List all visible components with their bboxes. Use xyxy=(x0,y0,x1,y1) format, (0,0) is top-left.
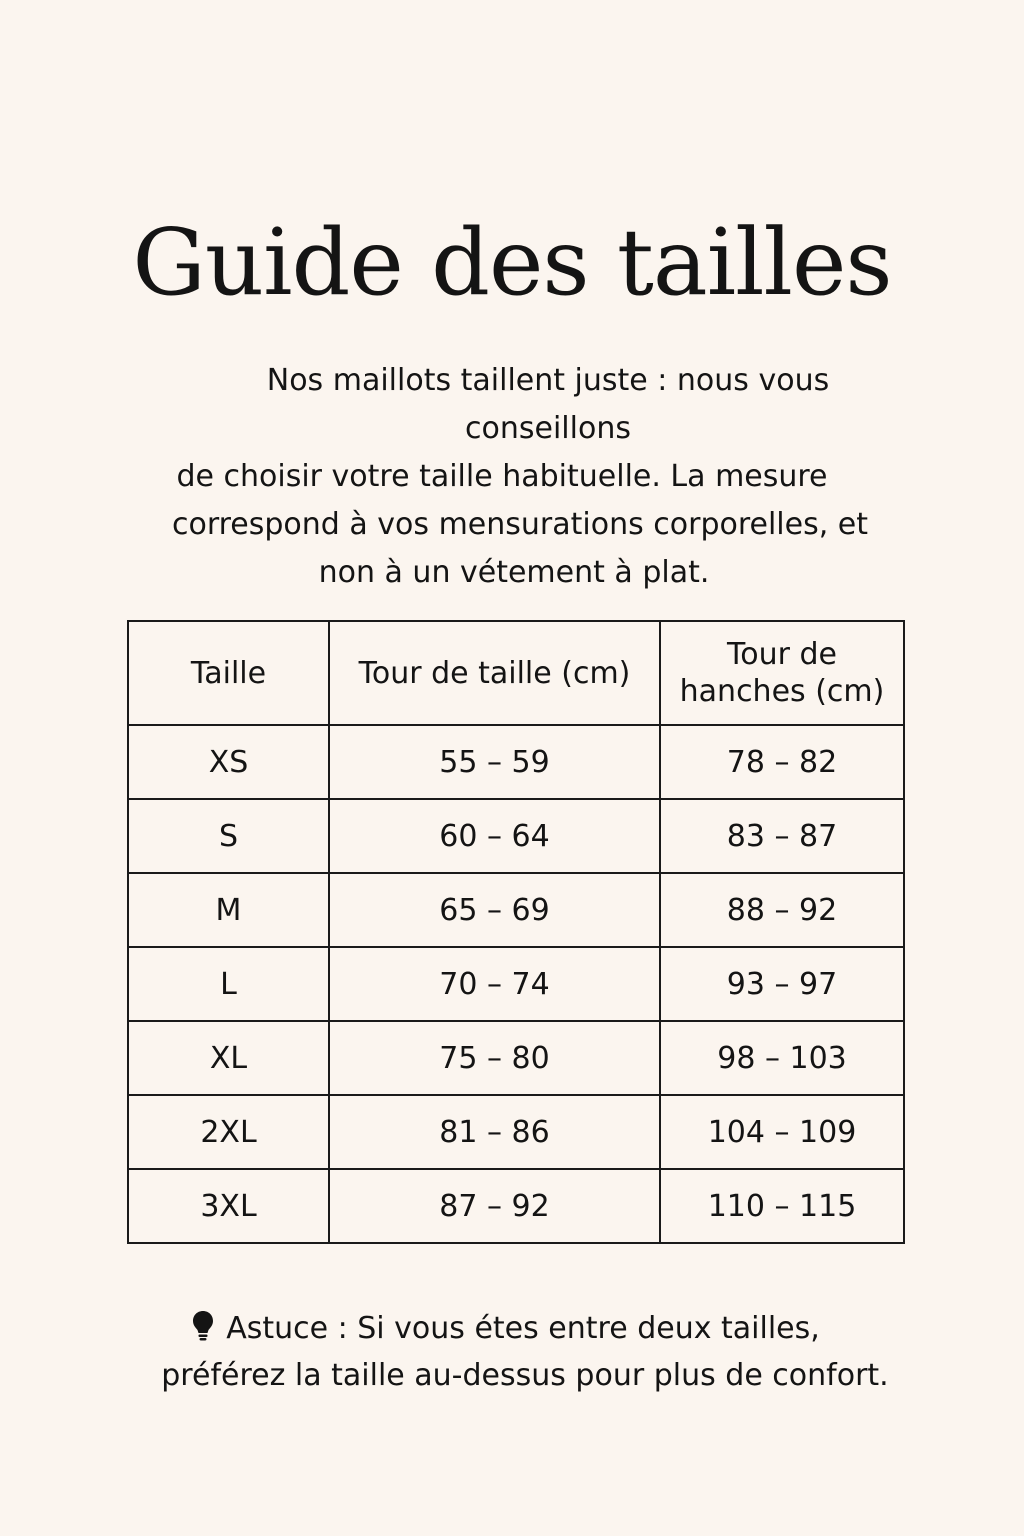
size-cell: L xyxy=(128,947,329,1021)
header-hips-line2: hanches (cm) xyxy=(679,674,885,709)
waist-cell: 81 – 86 xyxy=(329,1095,660,1169)
waist-cell: 60 – 64 xyxy=(329,799,660,873)
waist-cell: 75 – 80 xyxy=(329,1021,660,1095)
header-hips xyxy=(660,621,904,725)
table-header-row xyxy=(128,621,904,725)
waist-cell: 87 – 92 xyxy=(329,1169,660,1243)
table-row xyxy=(128,947,904,1021)
table-row xyxy=(128,799,904,873)
header-size: Taille xyxy=(128,621,329,725)
hips-cell: 83 – 87 xyxy=(660,799,904,873)
tip-line xyxy=(120,1305,930,1352)
size-cell: M xyxy=(128,873,329,947)
size-cell: 2XL xyxy=(128,1095,329,1169)
size-cell: 3XL xyxy=(128,1169,329,1243)
waist-cell: 70 – 74 xyxy=(329,947,660,1021)
intro-line: Nos maillots taillent juste : nous vous conseillons xyxy=(266,363,830,446)
tip-text xyxy=(120,1305,930,1399)
hips-cell: 78 – 82 xyxy=(660,725,904,799)
table-row xyxy=(128,1095,904,1169)
table-row xyxy=(128,873,904,947)
table-row xyxy=(128,725,904,799)
size-cell: XS xyxy=(128,725,329,799)
hips-cell: 110 – 115 xyxy=(660,1169,904,1243)
tip-line-1: Astuce : Si vous étes entre deux tailles, xyxy=(226,1311,820,1346)
page-title: Guide des tailles xyxy=(132,209,892,316)
hips-cell: 88 – 92 xyxy=(660,873,904,947)
intro-line: correspond à vos mensurations corporelles, et xyxy=(171,507,869,542)
intro-line: non à un vétement à plat. xyxy=(318,555,710,590)
waist-cell: 65 – 69 xyxy=(329,873,660,947)
waist-cell: 55 – 59 xyxy=(329,725,660,799)
hips-cell: 104 – 109 xyxy=(660,1095,904,1169)
table-row xyxy=(128,1021,904,1095)
table-row xyxy=(128,1169,904,1243)
intro-text xyxy=(130,357,910,597)
size-cell: XL xyxy=(128,1021,329,1095)
size-table xyxy=(127,620,905,1244)
tip-line-2: préférez la taille au-dessus pour plus de confort. xyxy=(161,1358,889,1393)
hips-cell: 98 – 103 xyxy=(660,1021,904,1095)
intro-line: de choisir votre taille habituelle. La mesure xyxy=(176,459,828,494)
hips-cell: 93 – 97 xyxy=(660,947,904,1021)
header-waist: Tour de taille (cm) xyxy=(329,621,660,725)
size-cell: S xyxy=(128,799,329,873)
lightbulb-icon xyxy=(192,1310,214,1342)
header-hips-line1: Tour de xyxy=(727,637,837,672)
